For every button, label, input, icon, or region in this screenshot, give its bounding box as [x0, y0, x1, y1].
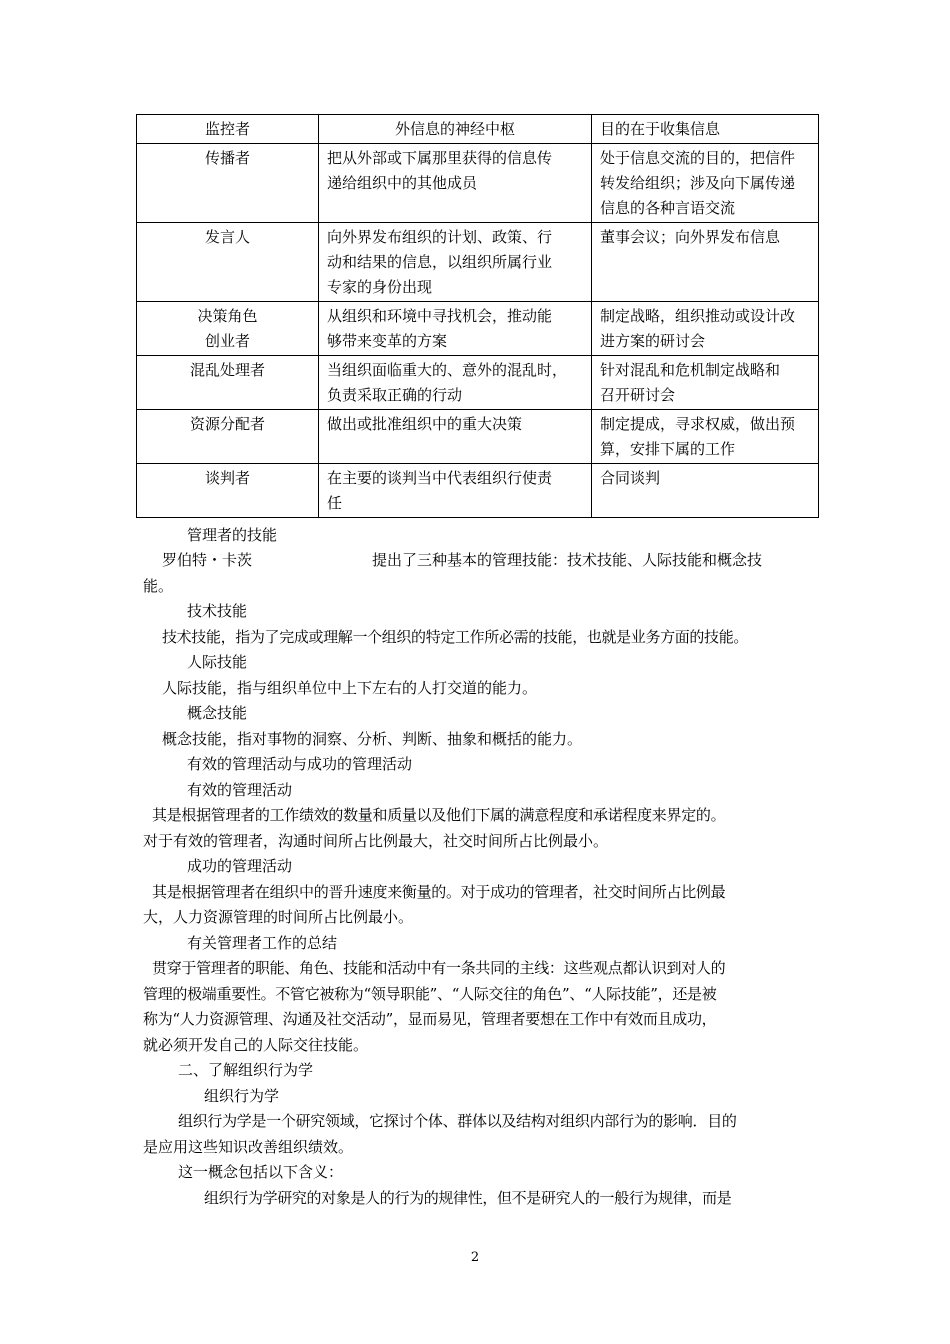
table-cell: 外信息的神经中枢 [319, 115, 592, 144]
heading-interpersonal-skills: 人际技能 [187, 653, 248, 671]
cell-line: 向外界发布组织的计划、政策、行 [327, 228, 553, 246]
table-row [137, 115, 819, 144]
cell-line: 决策角色 [197, 307, 258, 325]
paragraph-line: 称为“人力资源管理、沟通及社交活动”，显而易见，管理者要想在工作中有效而且成功， [143, 1010, 717, 1028]
page-number: 2 [470, 1250, 480, 1265]
table-cell [319, 223, 592, 302]
table-cell [592, 464, 819, 518]
heading-org-behavior: 组织行为学 [204, 1087, 280, 1105]
paragraph-line: 概念技能，指对事物的洞察、分析、判断、抽象和概括的能力。 [162, 730, 583, 748]
cell-line: 任 [327, 494, 343, 512]
cell-line: 当组织面临重大的、意外的混乱时， [327, 361, 568, 379]
cell-line: 负责采取正确的行动 [327, 386, 463, 404]
table-cell [319, 302, 592, 356]
table-row [137, 302, 819, 356]
paragraph-line: 就必须开发自己的人际交往技能。 [143, 1036, 369, 1054]
paragraph-line: 组织行为学研究的对象是人的行为的规律性，但不是研究人的一般行为规律，而是 [204, 1189, 732, 1207]
table-cell [592, 410, 819, 464]
table-cell [592, 223, 819, 302]
paragraph-line: 其是根据管理者的工作绩效的数量和质量以及他们下属的满意程度和承诺程度来界定的。 [152, 806, 726, 824]
cell-line: 信息的各种言语交流 [600, 199, 736, 217]
table-row [137, 144, 819, 223]
heading-successful: 成功的管理活动 [187, 857, 293, 875]
cell-line: 专家的身份出现 [327, 278, 433, 296]
table-cell [319, 356, 592, 410]
table-cell: 传播者 [137, 144, 319, 223]
paragraph-line: 管理的极端重要性。不管它被称为“领导职能”、“人际交往的角色”、“人际技能”，还是被 [143, 985, 717, 1003]
paragraph-line: 对于有效的管理者，沟通时间所占比例最大，社交时间所占比例最小。 [143, 832, 609, 850]
table-cell: 目的在于收集信息 [592, 115, 819, 144]
paragraph-line: 能。 [143, 577, 174, 595]
cell-line: 创业者 [204, 332, 250, 350]
paragraph-line: 技术技能，指为了完成或理解一个组织的特定工作所必需的技能，也就是业务方面的技能。 [162, 628, 749, 646]
heading-effective-successful: 有效的管理活动与成功的管理活动 [187, 755, 413, 773]
paragraph-line: 组织行为学是一个研究领域，它探讨个体、群体以及结构对组织内部行为的影响．目的 [178, 1112, 737, 1130]
cell-line: 做出或批准组织中的重大决策 [327, 415, 523, 433]
paragraph-line: 这一概念包括以下含义： [178, 1163, 344, 1181]
table-row [137, 223, 819, 302]
cell-line: 制定战略，组织推动或设计改 [600, 307, 796, 325]
table-cell [137, 302, 319, 356]
paragraph-line: 其是根据管理者在组织中的晋升速度来衡量的。对于成功的管理者，社交时间所占比例最 [152, 883, 726, 901]
cell-line: 算，安排下属的工作 [600, 440, 736, 458]
table-row [137, 464, 819, 518]
cell-line: 把从外部或下属那里获得的信息传 [327, 149, 553, 167]
paragraph-line: 是应用这些知识改善组织绩效。 [143, 1138, 354, 1156]
paragraph-line: 提出了三种基本的管理技能：技术技能、人际技能和概念技 [372, 551, 763, 569]
paragraph-line: 大，人力资源管理的时间所占比例最小。 [143, 908, 414, 926]
table-cell [592, 144, 819, 223]
paragraph-line: 贯穿于管理者的职能、角色、技能和活动中有一条共同的主线：这些观点都认识到对人的 [152, 959, 726, 977]
manager-roles-table [136, 114, 819, 518]
cell-line: 处于信息交流的目的，把信件 [600, 149, 796, 167]
table-cell [319, 144, 592, 223]
heading-conceptual-skills: 概念技能 [187, 704, 248, 722]
heading-summary: 有关管理者工作的总结 [187, 934, 338, 952]
table-cell: 混乱处理者 [137, 356, 319, 410]
cell-line: 召开研讨会 [600, 386, 676, 404]
cell-line: 进方案的研讨会 [600, 332, 706, 350]
cell-line: 动和结果的信息，以组织所属行业 [327, 253, 553, 271]
cell-line: 针对混乱和危机制定战略和 [600, 361, 781, 379]
cell-line: 转发给组织；涉及向下属传递 [600, 174, 796, 192]
table-cell: 监控者 [137, 115, 319, 144]
cell-line: 董事会议；向外界发布信息 [600, 228, 781, 246]
heading-manager-skills: 管理者的技能 [187, 526, 278, 544]
katz-name: 罗伯特・卡茨 [162, 551, 253, 569]
cell-line: 递给组织中的其他成员 [327, 174, 478, 192]
cell-line: 合同谈判 [600, 469, 661, 487]
table-cell: 谈判者 [137, 464, 319, 518]
table-cell: 资源分配者 [137, 410, 319, 464]
table-cell [319, 410, 592, 464]
cell-line: 制定提成，寻求权威，做出预 [600, 415, 796, 433]
cell-line: 从组织和环境中寻找机会，推动能 [327, 307, 553, 325]
heading-section-two: 二、了解组织行为学 [178, 1061, 314, 1079]
paragraph-line: 人际技能，指与组织单位中上下左右的人打交道的能力。 [162, 679, 538, 697]
table-row [137, 356, 819, 410]
heading-effective: 有效的管理活动 [187, 781, 293, 799]
heading-technical-skills: 技术技能 [187, 602, 248, 620]
cell-line: 够带来变革的方案 [327, 332, 448, 350]
table-cell [592, 302, 819, 356]
table-cell [319, 464, 592, 518]
table-cell: 发言人 [137, 223, 319, 302]
table-cell [592, 356, 819, 410]
table-row [137, 410, 819, 464]
cell-line: 在主要的谈判当中代表组织行使责 [327, 469, 553, 487]
